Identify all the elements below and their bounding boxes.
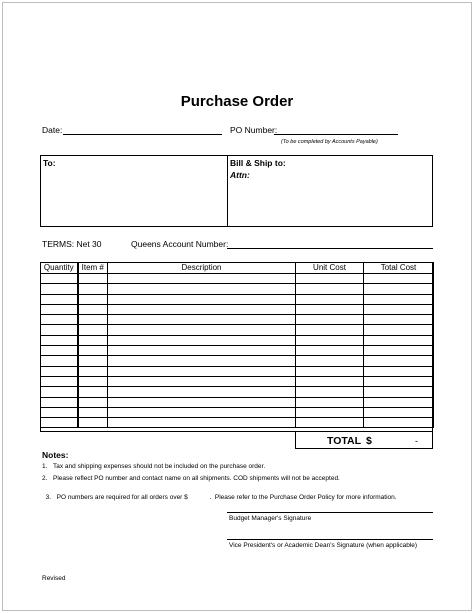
note-number: 3. [45, 494, 52, 501]
cell-total-cost[interactable] [364, 366, 434, 376]
col-unit-cost-header: Unit Cost [296, 263, 364, 274]
cell-item-number[interactable] [78, 315, 108, 325]
cell-unit-cost[interactable] [296, 346, 364, 356]
table-row [41, 418, 434, 428]
bill-ship-label: Bill & Ship to: [230, 158, 286, 168]
notes-heading: Notes: [42, 450, 69, 460]
po-number-label: PO Number: [230, 125, 278, 135]
table-row [41, 304, 434, 314]
note-text: Tax and shipping expenses should not be included on the purchase order. [53, 463, 266, 470]
cell-total-cost[interactable] [364, 397, 434, 407]
table-row [41, 346, 434, 356]
cell-quantity[interactable] [41, 304, 78, 314]
total-box [295, 432, 433, 449]
account-number-field[interactable] [227, 248, 433, 249]
cell-quantity[interactable] [41, 284, 78, 294]
address-box-divider [227, 156, 228, 226]
table-row [41, 294, 434, 304]
cell-total-cost[interactable] [364, 407, 434, 417]
page-title: Purchase Order [180, 93, 294, 110]
cell-unit-cost[interactable] [296, 294, 364, 304]
cell-total-cost[interactable] [364, 284, 434, 294]
total-label: TOTAL [327, 435, 362, 447]
cell-total-cost[interactable] [364, 304, 434, 314]
cell-description[interactable] [108, 387, 296, 397]
cell-item-number[interactable] [78, 304, 108, 314]
po-number-field[interactable] [274, 134, 398, 135]
note-text: Please reflect PO number and contact name on all shipments. COD shipments will not be accepted. [53, 475, 340, 482]
cell-total-cost[interactable] [364, 356, 434, 366]
table-row [41, 387, 434, 397]
cell-unit-cost[interactable] [296, 376, 364, 386]
cell-description[interactable] [108, 315, 296, 325]
note-number: 1. [42, 463, 48, 470]
cell-quantity[interactable] [41, 418, 78, 428]
cell-description[interactable] [108, 366, 296, 376]
po-number-note: (To be completed by Accounts Payable) [281, 139, 378, 145]
total-currency: $ [366, 435, 372, 447]
table-row [41, 397, 434, 407]
cell-item-number[interactable] [78, 284, 108, 294]
table-row [41, 366, 434, 376]
total-value: - [415, 436, 418, 446]
to-label: To: [43, 158, 56, 168]
cell-item-number[interactable] [78, 356, 108, 366]
col-item-number-header: Item # [78, 263, 108, 274]
cell-item-number[interactable] [78, 376, 108, 386]
cell-total-cost[interactable] [364, 376, 434, 386]
cell-unit-cost[interactable] [296, 418, 364, 428]
note-text: PO numbers are required for all orders over $ . Please refer to the Purchase Order Policy for more information. [56, 494, 397, 501]
cell-item-number[interactable] [78, 366, 108, 376]
col-quantity-header: Quantity [41, 263, 78, 274]
cell-quantity[interactable] [41, 335, 78, 345]
items-table [40, 262, 434, 428]
cell-unit-cost[interactable] [296, 397, 364, 407]
cell-quantity[interactable] [41, 366, 78, 376]
col-description-header: Description [108, 263, 296, 274]
cell-description[interactable] [108, 356, 296, 366]
cell-unit-cost[interactable] [296, 284, 364, 294]
cell-item-number[interactable] [78, 418, 108, 428]
cell-quantity[interactable] [41, 387, 78, 397]
cell-total-cost[interactable] [364, 325, 434, 335]
vp-dean-signature-field[interactable] [227, 539, 433, 540]
cell-description[interactable] [108, 335, 296, 345]
cell-unit-cost[interactable] [296, 274, 364, 284]
cell-unit-cost[interactable] [296, 304, 364, 314]
items-table-header [41, 263, 434, 274]
cell-item-number[interactable] [78, 335, 108, 345]
table-row [41, 325, 434, 335]
cell-unit-cost[interactable] [296, 407, 364, 417]
to-field[interactable] [44, 170, 224, 224]
account-number-label: Queens Account Number: [131, 239, 229, 249]
vp-dean-signature-caption: Vice President's or Academic Dean's Signature (when applicable) [229, 542, 418, 549]
cell-total-cost[interactable] [364, 346, 434, 356]
cell-item-number[interactable] [78, 397, 108, 407]
cell-item-number[interactable] [78, 407, 108, 417]
cell-unit-cost[interactable] [296, 325, 364, 335]
table-row [41, 315, 434, 325]
cell-total-cost[interactable] [364, 315, 434, 325]
attn-field[interactable] [255, 170, 429, 224]
cell-item-number[interactable] [78, 325, 108, 335]
cell-quantity[interactable] [41, 346, 78, 356]
revised-label: Revised [42, 575, 66, 582]
cell-description[interactable] [108, 284, 296, 294]
note-item-1 [42, 463, 265, 470]
cell-item-number[interactable] [78, 387, 108, 397]
date-label: Date: [42, 125, 63, 135]
col-total-cost-header: Total Cost [364, 263, 434, 274]
cell-unit-cost[interactable] [296, 387, 364, 397]
table-row [41, 284, 434, 294]
table-row [41, 407, 434, 417]
cell-description[interactable] [108, 407, 296, 417]
cell-description[interactable] [108, 274, 296, 284]
table-row [41, 335, 434, 345]
cell-quantity[interactable] [41, 315, 78, 325]
budget-manager-signature-caption: Budget Manager's Signature [229, 515, 312, 522]
cell-quantity[interactable] [41, 376, 78, 386]
cell-total-cost[interactable] [364, 387, 434, 397]
table-row [41, 274, 434, 284]
cell-description[interactable] [108, 294, 296, 304]
cell-total-cost[interactable] [364, 418, 434, 428]
attn-label: Attn: [230, 170, 250, 180]
cell-unit-cost[interactable] [296, 315, 364, 325]
cell-quantity[interactable] [41, 274, 78, 284]
cell-unit-cost[interactable] [296, 366, 364, 376]
cell-item-number[interactable] [78, 346, 108, 356]
cell-description[interactable] [108, 418, 296, 428]
cell-description[interactable] [108, 325, 296, 335]
cell-description[interactable] [108, 376, 296, 386]
cell-description[interactable] [108, 304, 296, 314]
cell-quantity[interactable] [41, 397, 78, 407]
note-item-2 [42, 475, 340, 482]
note-number: 2. [42, 475, 48, 482]
cell-quantity[interactable] [41, 356, 78, 366]
cell-unit-cost[interactable] [296, 335, 364, 345]
cell-item-number[interactable] [78, 274, 108, 284]
table-row [41, 356, 434, 366]
cell-quantity[interactable] [41, 325, 78, 335]
cell-total-cost[interactable] [364, 335, 434, 345]
cell-description[interactable] [108, 346, 296, 356]
cell-quantity[interactable] [41, 294, 78, 304]
terms-label: TERMS: Net 30 [42, 239, 102, 249]
date-field[interactable] [63, 134, 222, 135]
cell-quantity[interactable] [41, 407, 78, 417]
cell-item-number[interactable] [78, 294, 108, 304]
cell-description[interactable] [108, 397, 296, 407]
table-row [41, 376, 434, 386]
cell-total-cost[interactable] [364, 274, 434, 284]
note-item-3 [42, 487, 397, 501]
cell-total-cost[interactable] [364, 294, 434, 304]
budget-manager-signature-field[interactable] [227, 512, 433, 513]
cell-unit-cost[interactable] [296, 356, 364, 366]
